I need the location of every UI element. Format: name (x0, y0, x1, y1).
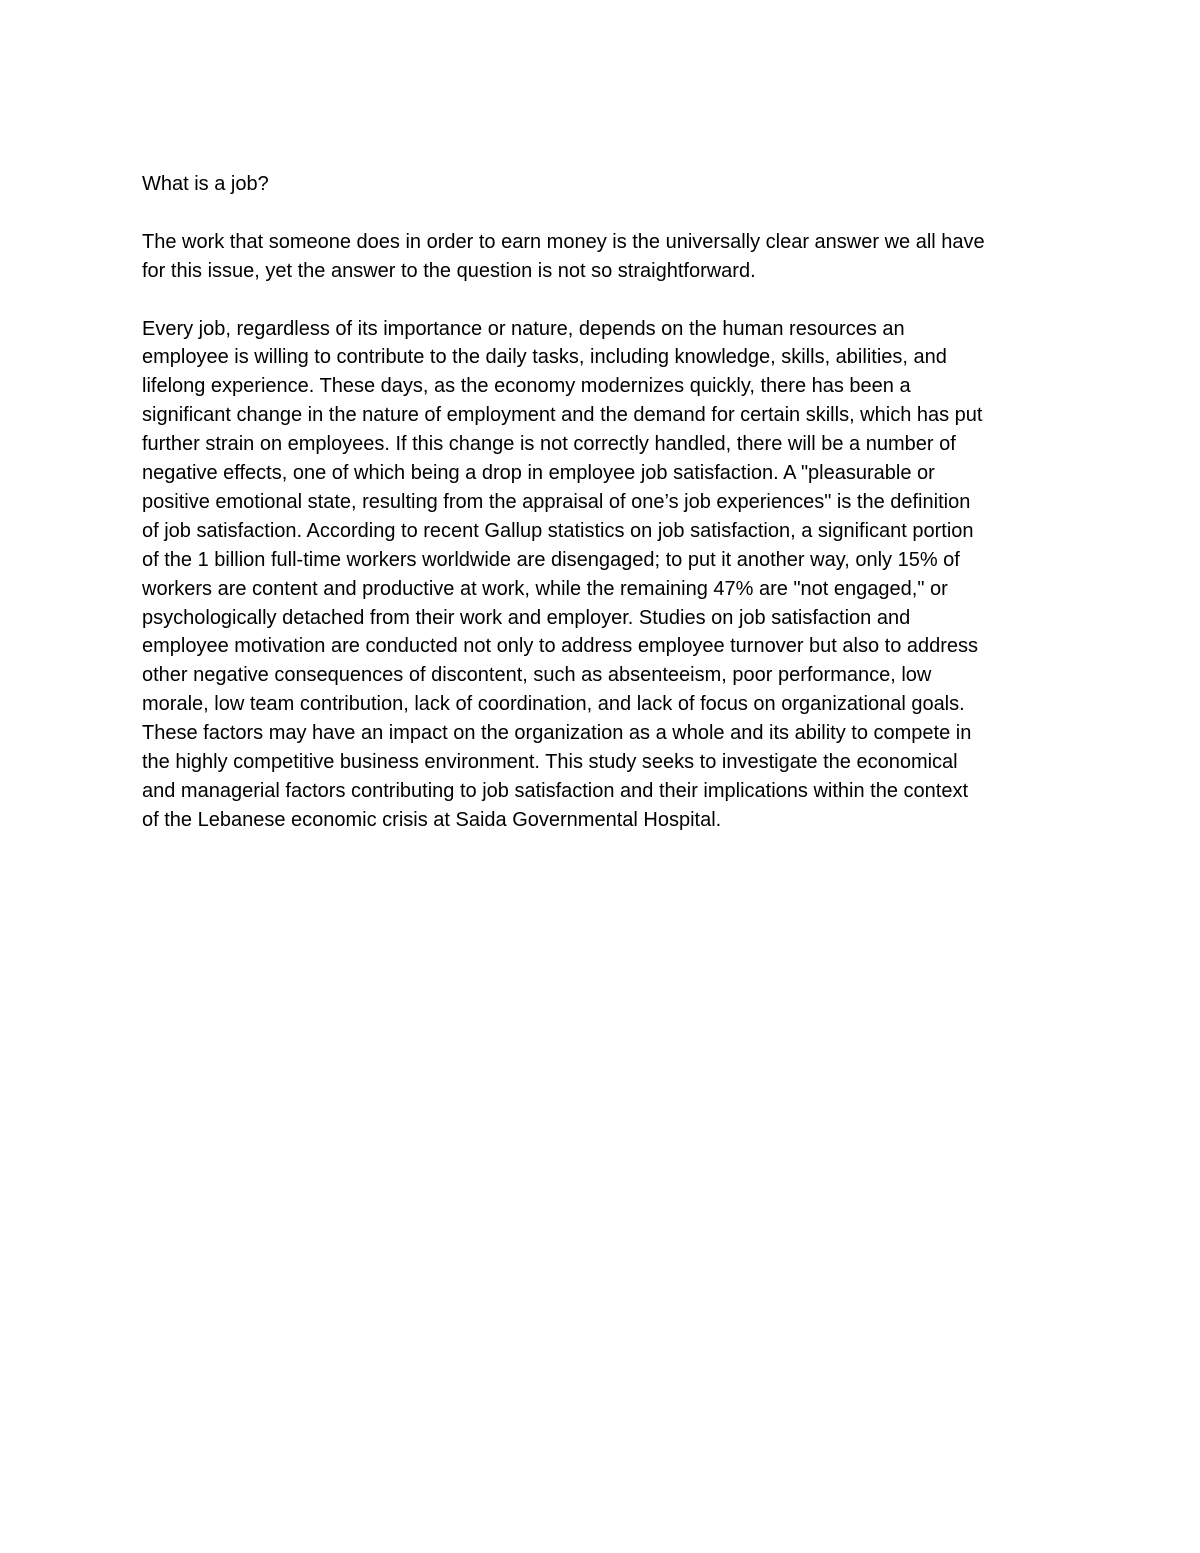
paragraph-2-line: other negative consequences of discontent, such as absenteeism, poor performance, low (142, 664, 932, 687)
paragraph-2-line: Every job, regardless of its importance or nature, depends on the human resources an (142, 317, 905, 340)
paragraph-2-line: morale, low team contribution, lack of coordination, and lack of focus on organizational goals. (142, 693, 965, 716)
paragraph-2-line: and managerial factors contributing to job satisfaction and their implications within the context (142, 780, 969, 802)
paragraph-2-line: positive emotional state, resulting from the appraisal of one’s job experiences" is the definition (142, 490, 971, 513)
paragraph-1 (142, 228, 1082, 286)
paragraph-2 (142, 315, 1082, 835)
paragraph-2-line: of the 1 billion full-time workers worldwide are disengaged; to put it another way, only 15% of (142, 548, 960, 571)
paragraph-2-line: of job satisfaction. According to recent Gallup statistics on job satisfaction, a significant portion (142, 519, 974, 542)
paragraph-2-line: employee motivation are conducted not only to address employee turnover but also to address (142, 635, 979, 658)
paragraph-2-line: employee is willing to contribute to the daily tasks, including knowledge, skills, abilities, and (142, 346, 947, 369)
paragraph-2-line: the highly competitive business environment. This study seeks to investigate the economical (142, 751, 958, 774)
paragraph-2-line: psychologically detached from their work and employer. Studies on job satisfaction and (142, 606, 911, 629)
paragraph-2-line: further strain on employees. If this change is not correctly handled, there will be a number of (142, 433, 956, 456)
paragraph-1-line: for this issue, yet the answer to the question is not so straightforward. (142, 259, 756, 282)
document-heading: What is a job? (142, 173, 269, 195)
paragraph-2-line: workers are content and productive at work, while the remaining 47% are "not engaged," or (142, 577, 948, 600)
paragraph-2-line: lifelong experience. These days, as the economy modernizes quickly, there has been a (142, 375, 911, 398)
paragraph-2-line: of the Lebanese economic crisis at Saida Governmental Hospital. (142, 808, 722, 831)
paragraph-1-line: The work that someone does in order to earn money is the universally clear answer we all have (142, 230, 985, 253)
paragraph-2-line: negative effects, one of which being a drop in employee job satisfaction. A "pleasurable or (142, 462, 935, 485)
paragraph-2-line: These factors may have an impact on the organization as a whole and its ability to compete in (142, 722, 972, 745)
paragraph-2-line: significant change in the nature of employment and the demand for certain skills, which has put (142, 404, 983, 427)
document-body (142, 170, 1082, 864)
